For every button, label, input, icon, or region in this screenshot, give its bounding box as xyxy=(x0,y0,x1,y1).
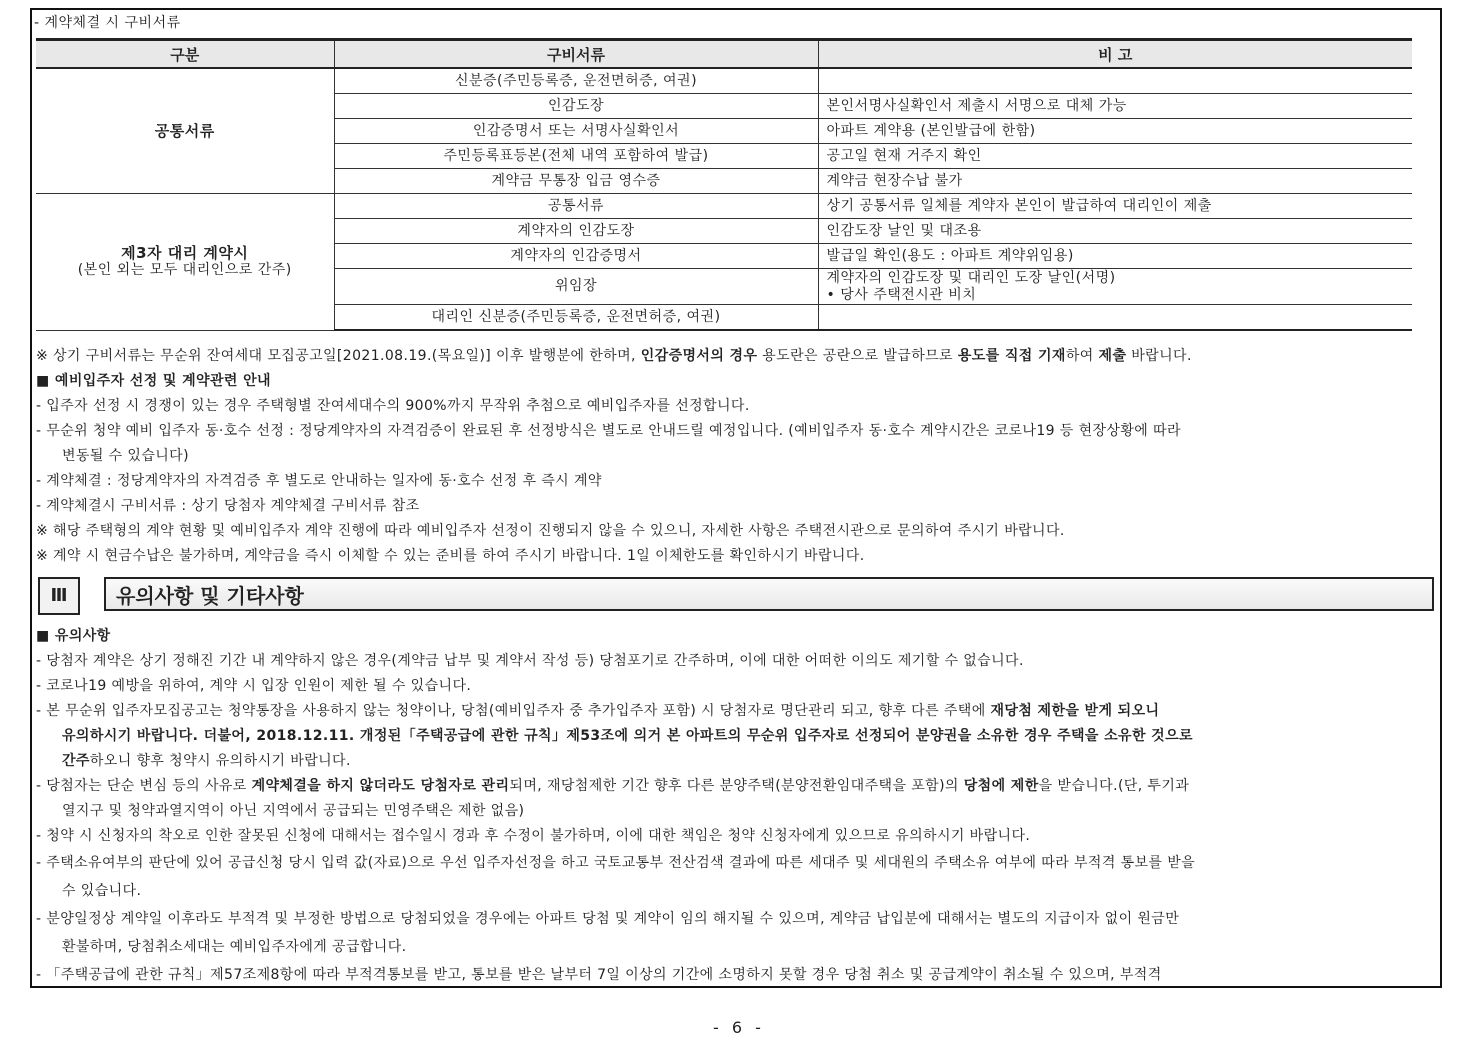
table-header-row xyxy=(36,40,1412,69)
reserve-heading: ■ 예비입주자 선정 및 계약관련 안내 xyxy=(36,373,271,389)
group-common-cell xyxy=(36,68,334,194)
doc-cell: 대리인 신분증(주민등록증, 운전면허증, 여권) xyxy=(334,305,818,331)
list-item: - 계약체결시 구비서류 : 상기 당첨자 계약체결 구비서류 참조 xyxy=(36,498,420,514)
section-title: 유의사항 및 기타사항 xyxy=(104,577,1434,611)
doc-cell: 인감증명서 또는 서명사실확인서 xyxy=(334,119,818,144)
header-remarks: 비 고 xyxy=(818,40,1412,69)
list-item: - 분양일정상 계약일 이후라도 부적격 및 부정한 방법으로 당첨되었을 경우에는 아파트 당첨 및 계약이 임의 해지될 수 있으며, 계약금 납입분에 대해서는 별도의 지급이자 없이 원금만 xyxy=(36,911,1180,927)
doc-cell: 계약자의 인감도장 xyxy=(334,219,818,244)
list-item-continued: 열지구 및 청약과열지역이 아닌 지역에서 공급되는 민영주택은 제한 없음) xyxy=(62,803,525,819)
list-item: ※ 해당 주택형의 계약 현황 및 예비입주자 계약 진행에 따라 예비입주자 선정이 진행되지 않을 수 있으니, 자세한 사항은 주택전시관으로 문의하여 주시기 바랍니다. xyxy=(36,523,1065,539)
note-cell xyxy=(818,68,1412,94)
doc-cell: 주민등록표등본(전체 내역 포함하여 발급) xyxy=(334,144,818,169)
header-category: 구분 xyxy=(36,40,334,69)
table-row xyxy=(36,194,1412,219)
table-row xyxy=(36,68,1412,94)
list-item: - 무순위 청약 예비 입주자 동·호수 선정 : 정당계약자의 자격검증이 완료된 후 선정방식은 별도로 안내드릴 예정입니다. (예비입주자 동·호수 계약시간은 코로나19 등 현장상황에 따라 xyxy=(36,423,1181,439)
group-common-title: 공통서류 xyxy=(154,121,215,140)
list-item: - 당첨자는 단순 변심 등의 사유로 계약체결을 하지 않더라도 당첨자로 관리되며, 재당첨제한 기간 향후 다른 분양주택(분양전환임대주택을 포함)의 당첨에 제한을 받습니다.(단, 투기과 xyxy=(36,778,1190,794)
document-frame xyxy=(30,8,1442,988)
section-header xyxy=(38,577,1434,615)
list-item-continued: 변동될 수 있습니다) xyxy=(62,448,189,464)
notice-line: ※ 상기 구비서류는 무순위 잔여세대 모집공고일[2021.08.19.(목요일)] 이후 발행분에 한하며, 인감증명서의 경우 용도란은 공란으로 발급하므로 용도를 직접 기재하여 제출 바랍니다. xyxy=(36,348,1192,364)
caution-section xyxy=(36,624,1436,988)
doc-cell: 신분증(주민등록증, 운전면허증, 여권) xyxy=(334,68,818,94)
documents-table xyxy=(36,38,1412,331)
list-item-continued: 유의하시기 바랍니다. 더불어, 2018.12.11. 개정된「주택공급에 관한 규칙」제53조에 의거 본 아파트의 무순위 입주자로 선정되어 분양권을 소유한 경우 주택을 소유한 것으로 xyxy=(62,728,1193,744)
group-proxy-subtitle: (본인 외는 모두 대리인으로 간주) xyxy=(77,261,292,278)
group-proxy-title: 제3자 대리 계약시 xyxy=(121,243,249,262)
section-number: Ⅲ xyxy=(38,577,80,615)
note-cell: 본인서명사실확인서 제출시 서명으로 대체 가능 xyxy=(818,94,1412,119)
reserve-section xyxy=(36,344,1436,569)
list-item: - 주택소유여부의 판단에 있어 공급신청 당시 입력 값(자료)으로 우선 입주자선정을 하고 국토교통부 전산검색 결과에 따른 세대주 및 세대원의 주택소유 여부에 따라 부적격 통보를 받을 xyxy=(36,855,1196,871)
list-item: - 코로나19 예방을 위하여, 계약 시 입장 인원이 제한 될 수 있습니다. xyxy=(36,678,472,694)
note-cell xyxy=(818,305,1412,331)
header-documents: 구비서류 xyxy=(334,40,818,69)
note-cell: 상기 공통서류 일체를 계약자 본인이 발급하여 대리인이 제출 xyxy=(818,194,1412,219)
list-item: - 청약 시 신청자의 착오로 인한 잘못된 신청에 대해서는 접수일시 경과 후 수정이 불가하며, 이에 대한 책임은 청약 신청자에게 있으므로 유의하시기 바랍니다. xyxy=(36,828,1031,844)
caution-heading: ■ 유의사항 xyxy=(36,628,111,644)
note-cell: 아파트 계약용 (본인발급에 한함) xyxy=(818,119,1412,144)
note-line: • 당사 주택전시관 비치 xyxy=(826,286,977,303)
doc-cell: 위임장 xyxy=(334,269,818,305)
group-proxy-cell xyxy=(36,194,334,331)
note-cell: 계약금 현장수납 불가 xyxy=(818,169,1412,194)
list-item: - 계약체결 : 정당계약자의 자격검증 후 별도로 안내하는 일자에 동·호수 선정 후 즉시 계약 xyxy=(36,473,602,489)
list-item: - 본 무순위 입주자모집공고는 청약통장을 사용하지 않는 청약이나, 당첨(예비입주자 중 추가입주자 포함) 시 당첨자로 명단관리 되고, 향후 다른 주택에 재당첨 제한을 받게 되오니 xyxy=(36,703,1160,719)
note-cell: 발급일 확인(용도 : 아파트 계약위임용) xyxy=(818,244,1412,269)
page-number: - 6 - xyxy=(713,1018,765,1037)
doc-cell: 인감도장 xyxy=(334,94,818,119)
note-cell: 공고일 현재 거주지 확인 xyxy=(818,144,1412,169)
note-cell xyxy=(818,269,1412,305)
list-item: - 당첨자 계약은 상기 정해진 기간 내 계약하지 않은 경우(계약금 납부 및 계약서 작성 등) 당첨포기로 간주하며, 이에 대한 어떠한 이의도 제기할 수 없습니다. xyxy=(36,653,1024,669)
doc-cell: 공통서류 xyxy=(334,194,818,219)
doc-cell: 계약자의 인감증명서 xyxy=(334,244,818,269)
list-item-continued: 간주하오니 향후 청약시 유의하시기 바랍니다. xyxy=(62,753,351,769)
note-cell: 인감도장 날인 및 대조용 xyxy=(818,219,1412,244)
list-item: - 입주자 선정 시 경쟁이 있는 경우 주택형별 잔여세대수의 900%까지 무작위 추첨으로 예비입주자를 선정합니다. xyxy=(36,398,750,414)
note-line: 계약자의 인감도장 및 대리인 도장 날인(서명) xyxy=(826,269,1116,286)
list-item: ※ 계약 시 현금수납은 불가하며, 계약금을 즉시 이체할 수 있는 준비를 하여 주시기 바랍니다. 1일 이체한도를 확인하시기 바랍니다. xyxy=(36,548,865,564)
list-item-continued: 환불하며, 당첨취소세대는 예비입주자에게 공급합니다. xyxy=(62,939,407,955)
list-item-continued: 수 있습니다. xyxy=(62,883,142,899)
sub-title: - 계약체결 시 구비서류 xyxy=(34,15,181,31)
doc-cell: 계약금 무통장 입금 영수증 xyxy=(334,169,818,194)
list-item: - 「주택공급에 관한 규칙」제57조제8항에 따라 부적격통보를 받고, 통보를 받은 날부터 7일 이상의 기간에 소명하지 못할 경우 당첨 취소 및 공급계약이 취소될 수 있으며, 부적격 xyxy=(36,967,1162,983)
